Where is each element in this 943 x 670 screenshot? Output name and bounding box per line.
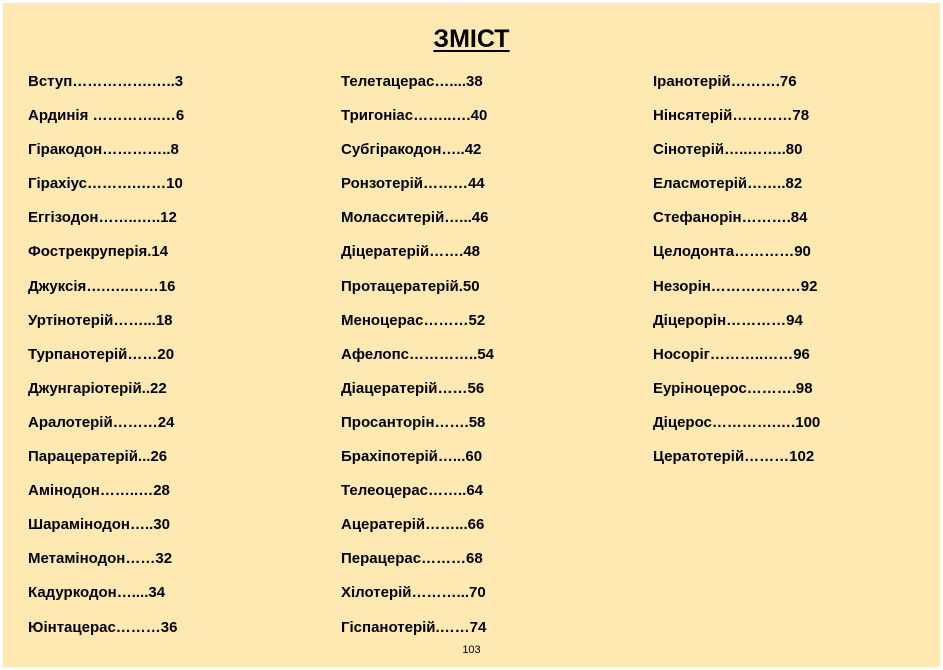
toc-entry: Гірахіус……….……10: [28, 175, 183, 193]
toc-column-3: [653, 72, 820, 481]
document-page: [3, 3, 940, 667]
page-number: 103: [462, 644, 481, 656]
toc-entry: Целодонта…………90: [653, 243, 811, 261]
toc-entry: Уртінотерій……...18: [28, 311, 173, 329]
toc-entry: Діцерорін…………94: [653, 311, 803, 329]
toc-column-2: [341, 72, 494, 652]
toc-entry: Джунгаріотерій..22: [28, 379, 167, 397]
toc-entry: Парацератерій...26: [28, 448, 168, 466]
toc-entry: Нінсятерій…………78: [653, 107, 810, 125]
toc-entry: Гіракодон…………..8: [28, 141, 179, 159]
toc-entry: Метамінодон……32: [28, 550, 173, 568]
toc-entry: Діцерос………….….100: [653, 413, 821, 431]
toc-entry: Аралотерій………24: [28, 413, 175, 431]
toc-entry: Діцератерій…….48: [341, 243, 481, 261]
toc-entry: Вступ…………….…..3: [28, 73, 184, 90]
toc-entry: Діацератерій……56: [341, 379, 485, 397]
toc-column-1: [28, 72, 184, 652]
toc-entry: Ацератерій……...66: [341, 516, 485, 534]
toc-entry: Еуріноцерос……….98: [653, 379, 813, 397]
toc-entry: Фострекруперія.14: [28, 243, 169, 261]
toc-entry: Носоріг………..……96: [653, 345, 810, 363]
toc-entry: Брахіпотерій…...60: [341, 448, 483, 466]
toc-entry: Сінотерій…..……..80: [653, 141, 803, 159]
toc-entry: Юінтацерас………36: [28, 618, 178, 636]
toc-entry: Турпанотерій……20: [28, 345, 175, 363]
toc-entry: Амінодон……..…28: [28, 482, 170, 500]
toc-entry: Ардинія …………..…6: [28, 107, 185, 125]
toc-entry: Ронзотерій………44: [341, 175, 485, 193]
toc-entry: Стефанорін……….84: [653, 209, 808, 227]
toc-entry: Субгіракодон…..42: [341, 141, 482, 159]
toc-entry: Телеоцерас……..64: [341, 482, 484, 500]
toc-entry: Гіспанотерій.……74: [341, 618, 487, 636]
toc-entry: Афелопс…………..54: [341, 345, 495, 363]
toc-entry: Незорін………………92: [653, 277, 818, 295]
toc-entry: Шарамінодон…..30: [28, 516, 170, 534]
toc-entry: Меноцерас………52: [341, 311, 486, 329]
page-title: ЗМІСТ: [433, 25, 510, 53]
toc-entry: Моласситерій…...46: [341, 209, 489, 227]
toc-entry: Кадуркодон…....34: [28, 584, 166, 602]
toc-entry: Еггізодон……..…..12: [28, 209, 177, 227]
toc-entry: Джуксія….…..……16: [28, 277, 176, 295]
toc-entry: Еласмотерій……..82: [653, 175, 803, 193]
toc-entry: Тригоніас……..….40: [341, 107, 488, 125]
toc-entry: Телетацерас…....38: [341, 73, 483, 90]
toc-entry: Іранотерій……….76: [653, 73, 797, 90]
toc-entry: Перацерас………68: [341, 550, 483, 568]
toc-entry: Протацератерій.50: [341, 277, 480, 295]
toc-entry: Просанторін…….58: [341, 413, 486, 431]
toc-entry: Цератотерій………102: [653, 448, 815, 466]
toc-entry: Хілотерій………...70: [341, 584, 486, 602]
